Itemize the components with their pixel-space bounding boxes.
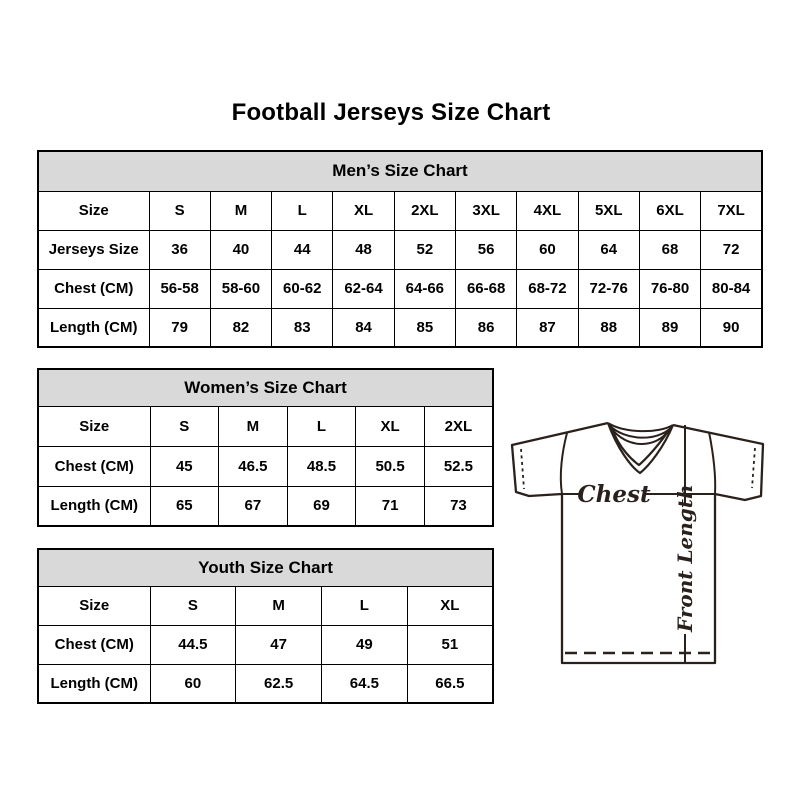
cell: 60-62 [272, 269, 333, 308]
cell: 5XL [578, 191, 639, 230]
row-label: Size [38, 406, 150, 446]
cell: 2XL [424, 406, 493, 446]
cell: 85 [394, 308, 455, 347]
cell: 90 [701, 308, 762, 347]
cell: 83 [272, 308, 333, 347]
row-label: Length (CM) [38, 486, 150, 526]
jersey-armhole-left [561, 433, 567, 494]
cell: 6XL [639, 191, 700, 230]
table-row [38, 308, 762, 347]
table-row [38, 230, 762, 269]
cuff-dashed-line-left [521, 449, 524, 489]
front-length-measure-label: Front Length [673, 484, 697, 632]
row-label: Chest (CM) [38, 446, 150, 486]
cell: 64-66 [394, 269, 455, 308]
cell: 46.5 [219, 446, 288, 486]
mens-size-chart-table [37, 150, 763, 348]
table-row [38, 625, 493, 664]
cell: 64 [578, 230, 639, 269]
cell: 4XL [517, 191, 578, 230]
chest-measure-label: Chest [577, 481, 651, 508]
cell: 79 [149, 308, 210, 347]
cell: M [219, 406, 288, 446]
cell: 51 [407, 625, 493, 664]
cell: 88 [578, 308, 639, 347]
cell: 80-84 [701, 269, 762, 308]
cell: 71 [356, 486, 425, 526]
cell: 66-68 [455, 269, 516, 308]
row-label: Chest (CM) [38, 269, 149, 308]
cell: 72-76 [578, 269, 639, 308]
table-row [38, 486, 493, 526]
womens-size-chart-table [37, 368, 494, 527]
womens-table-title: Women’s Size Chart [38, 369, 493, 406]
cell: 48 [333, 230, 394, 269]
cell: 68-72 [517, 269, 578, 308]
cell: 89 [639, 308, 700, 347]
page-title: Football Jerseys Size Chart [231, 99, 551, 126]
cell: 69 [287, 486, 356, 526]
cell: XL [333, 191, 394, 230]
row-label: Size [38, 191, 149, 230]
jersey-outline [512, 423, 763, 663]
table-row [38, 446, 493, 486]
cell: 84 [333, 308, 394, 347]
youth-table-title: Youth Size Chart [38, 549, 493, 586]
jersey-armhole-right [709, 432, 715, 494]
cell: 3XL [455, 191, 516, 230]
row-label: Size [38, 586, 150, 625]
table-row [38, 586, 493, 625]
cell: 52 [394, 230, 455, 269]
table-row [38, 191, 762, 230]
mens-table-title: Men’s Size Chart [38, 151, 762, 191]
cell: 60 [150, 664, 236, 703]
table-row [38, 151, 762, 191]
cell: 62-64 [333, 269, 394, 308]
cell: S [150, 406, 219, 446]
cell: 60 [517, 230, 578, 269]
cell: 36 [149, 230, 210, 269]
cell: 82 [210, 308, 271, 347]
youth-size-chart-table [37, 548, 494, 704]
cell: 40 [210, 230, 271, 269]
table-row [38, 549, 493, 586]
cell: L [322, 586, 408, 625]
table-row [38, 664, 493, 703]
cell: S [150, 586, 236, 625]
cell: 56 [455, 230, 516, 269]
cell: 58-60 [210, 269, 271, 308]
cell: 64.5 [322, 664, 408, 703]
cell: 44.5 [150, 625, 236, 664]
cell: 73 [424, 486, 493, 526]
cell: 44 [272, 230, 333, 269]
cell: M [236, 586, 322, 625]
jersey-diagram-icon [505, 412, 767, 670]
cell: 76-80 [639, 269, 700, 308]
cell: 62.5 [236, 664, 322, 703]
table-row [38, 406, 493, 446]
row-label: Length (CM) [38, 664, 150, 703]
cell: 7XL [701, 191, 762, 230]
row-label: Chest (CM) [38, 625, 150, 664]
cell: L [287, 406, 356, 446]
cell: 72 [701, 230, 762, 269]
cell: 50.5 [356, 446, 425, 486]
cell: XL [407, 586, 493, 625]
cell: 87 [517, 308, 578, 347]
cell: 47 [236, 625, 322, 664]
cell: 66.5 [407, 664, 493, 703]
cell: 68 [639, 230, 700, 269]
row-label: Jerseys Size [38, 230, 149, 269]
cuff-dashed-line-right [752, 448, 755, 488]
cell: 48.5 [287, 446, 356, 486]
cell: L [272, 191, 333, 230]
cell: 65 [150, 486, 219, 526]
cell: 67 [219, 486, 288, 526]
cell: 86 [455, 308, 516, 347]
row-label: Length (CM) [38, 308, 149, 347]
cell: 2XL [394, 191, 455, 230]
cell: 52.5 [424, 446, 493, 486]
cell: M [210, 191, 271, 230]
cell: 56-58 [149, 269, 210, 308]
cell: XL [356, 406, 425, 446]
cell: 45 [150, 446, 219, 486]
cell: 49 [322, 625, 408, 664]
table-row [38, 269, 762, 308]
cell: S [149, 191, 210, 230]
table-row [38, 369, 493, 406]
